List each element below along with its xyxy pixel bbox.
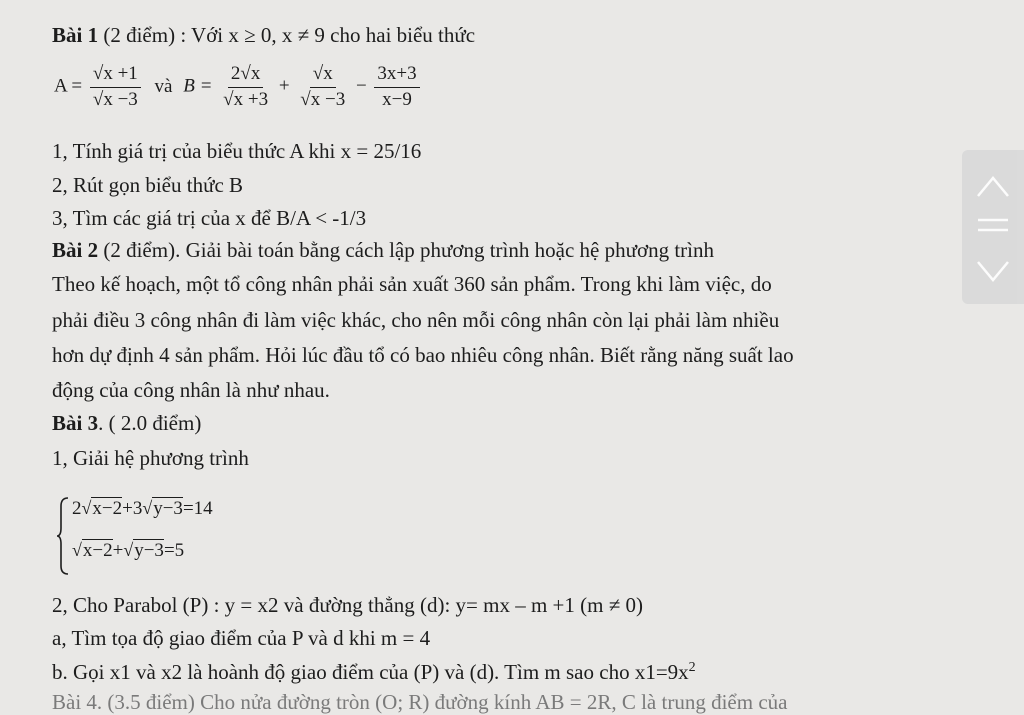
eq1-term: +3 <box>122 498 143 519</box>
problem3-question2a: a, Tìm tọa độ giao điểm của P và d khi m = 4 <box>52 626 431 650</box>
problem4-cut-line: Bài 4. (3.5 điểm) Cho nửa đường tròn (O; R) đường kính AB = 2R, C là trung điểm của <box>52 690 788 714</box>
chevron-down-icon[interactable] <box>978 262 1008 280</box>
fraction-b3-numerator: 3x+3 <box>374 62 419 88</box>
problem3-intro: . ( 2.0 điểm) <box>98 411 202 435</box>
problem3-heading: Bài 3 <box>52 411 99 435</box>
problem3-question2: 2, Cho Parabol (P) : y = x2 và đường thẳng (d): y= mx – m +1 (m ≠ 0) <box>52 593 643 617</box>
fraction-a-denominator: √x −3 <box>92 88 138 110</box>
problem3-question1: 1, Giải hệ phương trình <box>52 446 249 470</box>
fraction-b1 <box>220 62 271 112</box>
problem1-question3: 3, Tìm các giá trị của x để B/A < -1/3 <box>52 206 367 230</box>
chevron-up-icon[interactable] <box>978 178 1008 196</box>
fraction-b1-numerator: 2√x <box>228 62 263 88</box>
formula-b-label: B = <box>183 75 213 97</box>
problem1-formula <box>54 62 423 112</box>
menu-icon[interactable] <box>978 220 1008 230</box>
eq1-coefficient: 2 <box>72 498 82 519</box>
problem2-line: phải điều 3 công nhân đi làm việc khác, cho nên mỗi công nhân còn lại phải làm nhiều <box>52 308 780 332</box>
fraction-b2 <box>297 62 348 112</box>
eq1-radicand-1: x−2 <box>92 498 123 519</box>
question2b-superscript: 2 <box>688 660 696 675</box>
fraction-a <box>90 62 141 112</box>
fraction-b2-numerator: √x <box>310 62 336 88</box>
eq2-radicand-2: y−3 <box>134 540 164 561</box>
problem1-intro: (2 điểm) : Với x ≥ 0, x ≠ 9 cho hai biểu thức <box>98 23 476 47</box>
system-equation-1: 2√x−2+3√y−3=14 <box>72 498 213 519</box>
problem3-question2b <box>52 661 696 683</box>
system-brace <box>56 496 70 576</box>
eq1-radicand-2: y−3 <box>153 498 183 519</box>
question2b-text: b. Gọi x1 và x2 là hoành độ giao điểm của (P) và (d). Tìm m sao cho x1=9x <box>52 660 689 684</box>
formula-a-label: A = <box>54 75 83 97</box>
problem3-heading-line <box>52 413 201 434</box>
problem2-heading: Bài 2 <box>52 238 99 262</box>
fraction-b1-denominator: √x +3 <box>223 88 269 110</box>
problem2-line: Theo kế hoạch, một tổ công nhân phải sản xuất 360 sản phẩm. Trong khi làm việc, do <box>52 272 772 296</box>
eq1-rhs: =14 <box>182 498 213 519</box>
fraction-a-numerator: √x +1 <box>90 62 141 88</box>
eq2-term: + <box>112 540 124 561</box>
formula-minus: − <box>355 75 367 97</box>
problem1-question2: 2, Rút gọn biểu thức B <box>52 173 244 197</box>
formula-plus: + <box>278 75 290 97</box>
fraction-b3-denominator: x−9 <box>382 88 412 110</box>
system-equation-2: √x−2+√y−3=5 <box>72 540 185 561</box>
eq2-radicand-1: x−2 <box>82 540 113 561</box>
formula-conjunction: và <box>154 75 173 97</box>
problem2-line: động của công nhân là như nhau. <box>52 378 330 402</box>
eq2-rhs: =5 <box>163 540 185 561</box>
problem1-question1: 1, Tính giá trị của biểu thức A khi x = 25/16 <box>52 139 422 163</box>
problem2-intro: (2 điểm). Giải bài toán bằng cách lập phương trình hoặc hệ phương trình <box>98 238 714 262</box>
problem2-line: hơn dự định 4 sản phẩm. Hỏi lúc đầu tổ có bao nhiêu công nhân. Biết rằng năng suất lao <box>52 343 794 367</box>
fraction-b2-denominator: √x −3 <box>300 88 346 110</box>
fraction-b3 <box>374 62 419 112</box>
problem2-heading-line <box>52 240 714 261</box>
problem1-heading: Bài 1 <box>52 23 99 47</box>
problem1-heading-line <box>52 25 475 46</box>
scroll-widget[interactable] <box>962 150 1024 304</box>
